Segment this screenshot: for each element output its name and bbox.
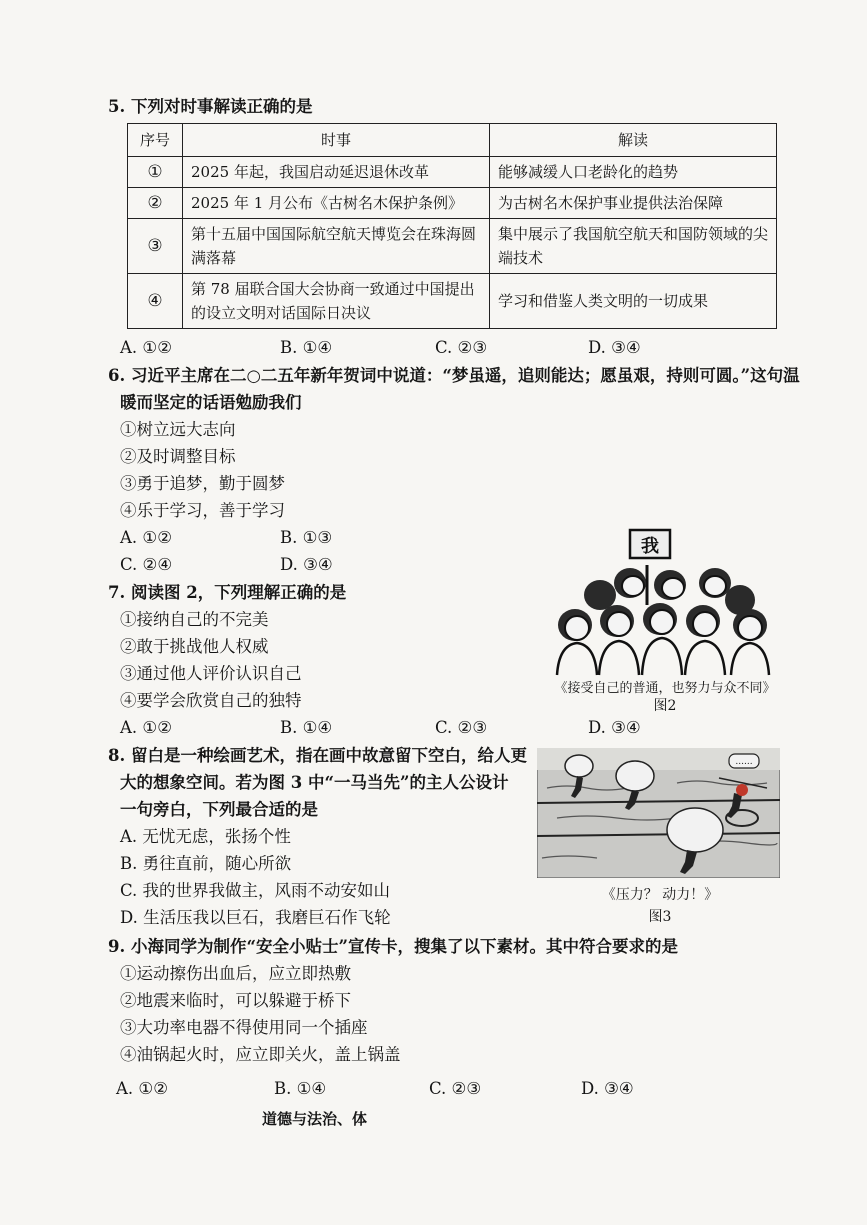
q8-title-line2: 大的想象空间。若为图 3 中“一马当先”的主人公设计: [120, 773, 509, 792]
q6-item-2: ②及时调整目标: [120, 447, 236, 466]
row-interp: 能够减缓人口老龄化的趋势: [490, 157, 777, 188]
page-footer: 道德与法治、体: [262, 1110, 368, 1128]
option-c[interactable]: C. ②③: [435, 338, 488, 357]
q7-item-3: ③通过他人评价认识自己: [120, 664, 302, 683]
row-event: 第十五届中国国际航空航天博览会在珠海圆满落幕: [183, 219, 490, 274]
q7-title: 7. 阅读图 2，下列理解正确的是: [108, 583, 347, 602]
row-num: ①: [128, 157, 183, 188]
figure-2-caption: 《接受自己的普通，也努力与众不同》: [554, 681, 776, 696]
figure-3-label: 图3: [648, 909, 672, 925]
option-b[interactable]: B. 勇往直前，随心所欲: [120, 854, 292, 873]
table-row: [128, 188, 777, 219]
q5-table: [127, 123, 777, 329]
option-d[interactable]: D. ③④: [588, 338, 641, 357]
row-num: ②: [128, 188, 183, 219]
svg-text:......: ......: [735, 757, 753, 767]
figure-2-crowd-illustration: [545, 525, 785, 680]
option-b[interactable]: B. ①③: [280, 528, 333, 547]
option-c[interactable]: C. 我的世界我做主，风雨不动安如山: [120, 881, 391, 900]
q5-title: 5. 下列对时事解读正确的是: [108, 97, 313, 116]
q7-item-4: ④要学会欣赏自己的独特: [120, 691, 302, 710]
q6-item-3: ③勇于追梦，勤于圆梦: [120, 474, 285, 493]
q9-options: [116, 1075, 634, 1102]
q6-item-1: ①树立远大志向: [120, 420, 236, 439]
q7-item-2: ②敢于挑战他人权威: [120, 637, 269, 656]
q9-item-3: ③大功率电器不得使用同一个插座: [120, 1018, 368, 1037]
table-row: [128, 157, 777, 188]
option-a[interactable]: A. ①②: [116, 1079, 168, 1098]
option-c[interactable]: C. ②④: [120, 555, 173, 574]
option-c[interactable]: C. ②③: [435, 718, 488, 737]
table-row: [128, 274, 777, 329]
q9-item-1: ①运动擦伤出血后，应立即热敷: [120, 964, 351, 983]
q6-options-row2: [120, 551, 333, 578]
option-d[interactable]: D. 生活压我以巨石，我磨巨石作飞轮: [120, 908, 391, 927]
q5-options: [120, 334, 641, 361]
q8-title-line1: 8. 留白是一种绘画艺术，指在画中故意留下空白，给人更: [108, 746, 527, 765]
option-b[interactable]: B. ①④: [280, 718, 333, 737]
row-event: 第 78 届联合国大会协商一致通过中国提出的设立文明对话国际日决议: [183, 274, 490, 329]
option-a[interactable]: A. ①②: [120, 528, 172, 547]
row-num: ③: [128, 219, 183, 274]
q9-item-4: ④油锅起火时，应立即关火，盖上锅盖: [120, 1045, 401, 1064]
option-a[interactable]: A. ①②: [120, 338, 172, 357]
figure-3-caption: 《压力？ 动力！》: [601, 887, 719, 903]
header-num: 序号: [128, 124, 183, 157]
q6-item-4: ④乐于学习，善于学习: [120, 501, 285, 520]
q7-options: [120, 714, 641, 741]
q6-title-line1: 6. 习近平主席在二○二五年新年贺词中说道：“梦虽遥，追则能达；愿虽艰，持则可圆。”这句温: [108, 366, 800, 385]
row-interp: 为古树名木保护事业提供法治保障: [490, 188, 777, 219]
option-d[interactable]: D. ③④: [581, 1079, 634, 1098]
header-interp: 解读: [490, 124, 777, 157]
table-header-row: [128, 124, 777, 157]
figure-2-label: 图2: [653, 698, 677, 714]
option-d[interactable]: D. ③④: [280, 555, 333, 574]
q6-options-row1: [120, 524, 332, 551]
header-event: 时事: [183, 124, 490, 157]
option-a[interactable]: A. 无忧无虑，张扬个性: [120, 827, 291, 846]
option-a[interactable]: A. ①②: [120, 718, 172, 737]
row-event: 2025 年 1 月公布《古树名木保护条例》: [183, 188, 490, 219]
option-d[interactable]: D. ③④: [588, 718, 641, 737]
option-b[interactable]: B. ①④: [280, 338, 333, 357]
q9-item-2: ②地震来临时，可以躲避于桥下: [120, 991, 351, 1010]
row-interp: 集中展示了我国航空航天和国防领域的尖端技术: [490, 219, 777, 274]
option-c[interactable]: C. ②③: [429, 1079, 482, 1098]
q6-title-line2: 暖而坚定的话语勉励我们: [120, 393, 302, 412]
table-row: [128, 219, 777, 274]
figure-3-boulder-illustration: [537, 748, 780, 878]
figure-2-sign-text: 我: [641, 536, 659, 557]
row-event: 2025 年起，我国启动延迟退休改革: [183, 157, 490, 188]
q8-title-line3: 一句旁白，下列最合适的是: [120, 800, 318, 819]
q9-title: 9. 小海同学为制作“安全小贴士”宣传卡，搜集了以下素材。其中符合要求的是: [108, 937, 678, 956]
row-interp: 学习和借鉴人类文明的一切成果: [490, 274, 777, 329]
option-b[interactable]: B. ①④: [274, 1079, 327, 1098]
row-num: ④: [128, 274, 183, 329]
q7-item-1: ①接纳自己的不完美: [120, 610, 269, 629]
